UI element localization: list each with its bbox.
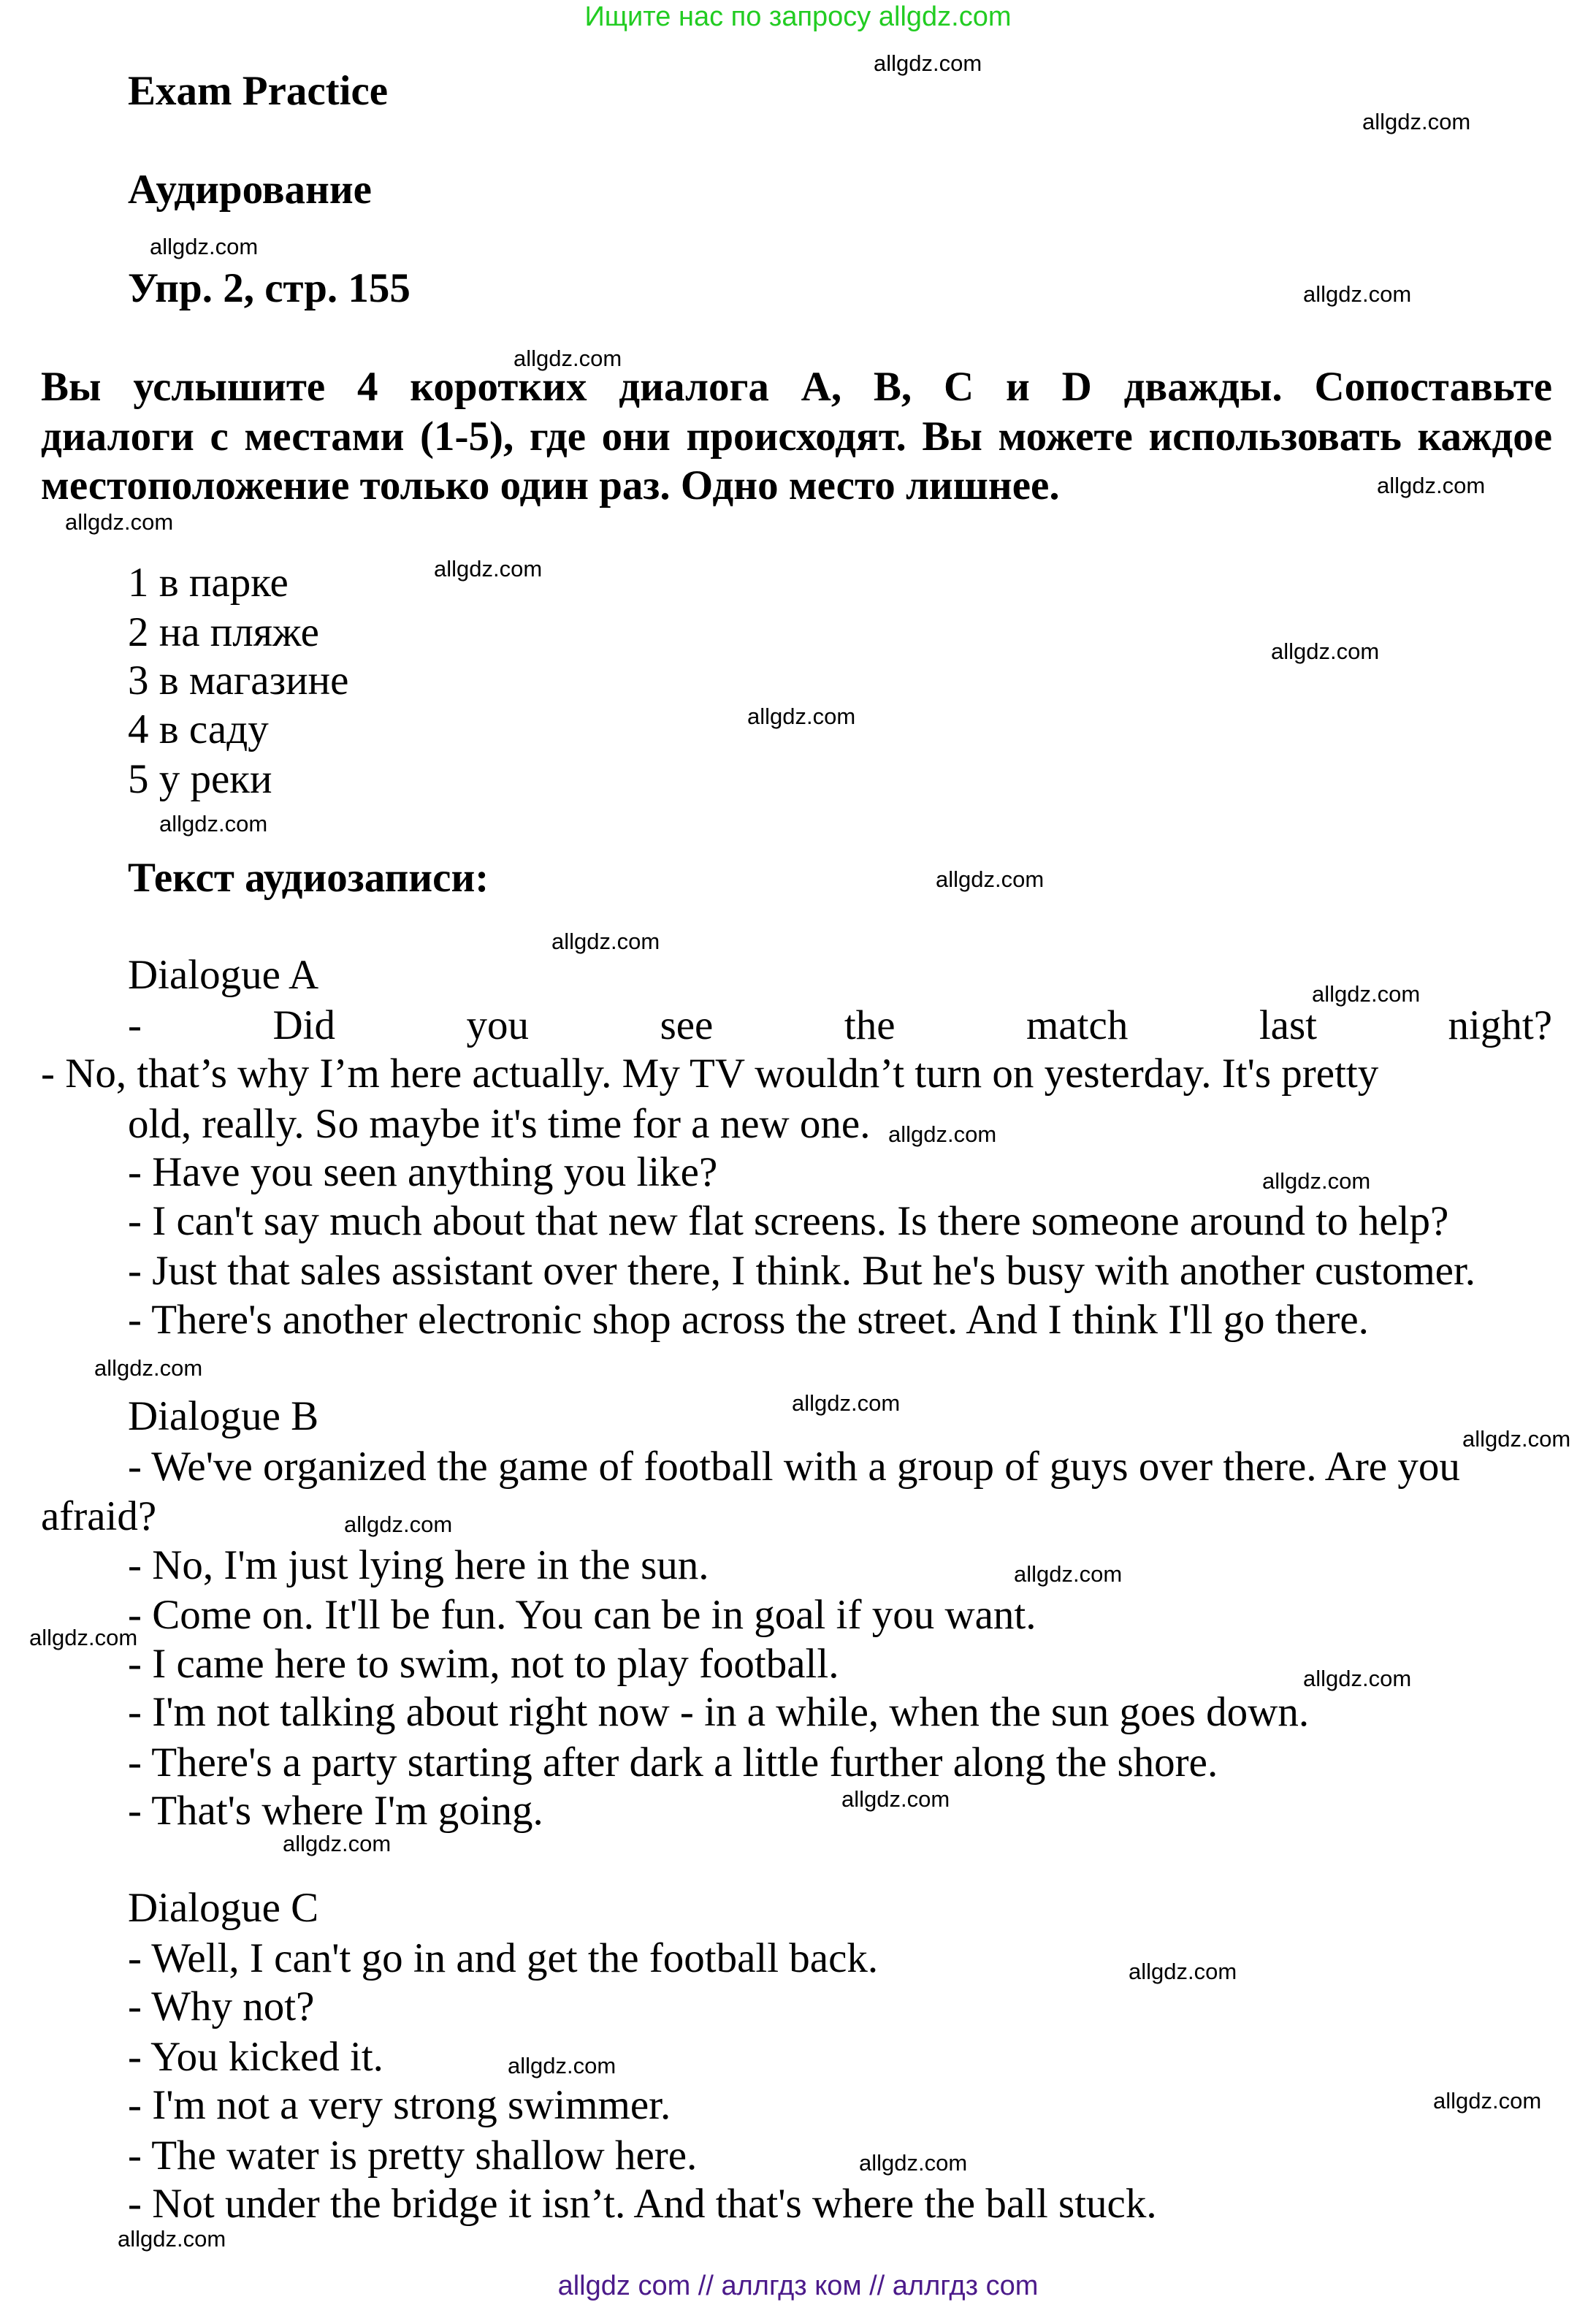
watermark: allgdz.com <box>1433 2088 1542 2114</box>
watermark: allgdz.com <box>841 1786 950 1812</box>
dialogue-line: - I'm not a very strong swimmer. <box>128 2082 671 2128</box>
watermark: allgdz.com <box>1377 473 1486 498</box>
watermark: allgdz.com <box>434 556 543 582</box>
dialogue-line: - Just that sales assistant over there, I think. But he's busy with another customer. <box>128 1248 1476 1294</box>
dialogue-line: - I can't say much about that new flat screens. Is there someone around to help? <box>128 1198 1449 1244</box>
watermark: allgdz.com <box>551 929 660 954</box>
instruction-line: местоположение только один раз. Одно место лишнее. <box>41 462 1060 508</box>
dialogue-line: - No, that’s why I’m here actually. My TV wouldn’t turn on yesterday. It's pretty <box>41 1051 1379 1097</box>
watermark: allgdz.com <box>1014 1561 1123 1587</box>
dialogue-line: - There's another electronic shop across the street. And I think I'll go there. <box>128 1297 1369 1343</box>
watermark: allgdz.com <box>344 1512 453 1537</box>
watermark: allgdz.com <box>1271 639 1380 664</box>
watermark: allgdz.com <box>513 346 622 371</box>
dialogue-line: - No, I'm just lying here in the sun. <box>128 1542 709 1588</box>
dialogue-line: - You kicked it. <box>128 2034 383 2080</box>
watermark: allgdz.com <box>1303 281 1412 307</box>
watermark: allgdz.com <box>1129 1959 1237 1984</box>
watermark: allgdz.com <box>1462 1426 1571 1452</box>
instruction-line: диалоги с местами (1-5), где они происходят. Вы можете использовать каждое <box>41 413 1552 460</box>
place-item: 4 в саду <box>128 706 269 752</box>
watermark: allgdz.com <box>508 2053 616 2078</box>
dialogue-line: - Did you see the match last night? <box>128 1002 1552 1048</box>
watermark: allgdz.com <box>1262 1168 1371 1194</box>
dialogue-line: - There's a party starting after dark a little further along the shore. <box>128 1739 1218 1785</box>
dialogue-title: Dialogue C <box>128 1885 319 1931</box>
exercise-heading: Упр. 2, стр. 155 <box>128 265 411 311</box>
watermark: allgdz.com <box>150 234 259 259</box>
dialogue-line: - That's where I'm going. <box>128 1788 543 1834</box>
watermark: allgdz.com <box>792 1390 901 1416</box>
place-item: 3 в магазине <box>128 658 349 704</box>
place-item: 5 у реки <box>128 756 272 802</box>
dialogue-line: - The water is pretty shallow here. <box>128 2133 698 2179</box>
place-item: 1 в парке <box>128 560 289 606</box>
dialogue-line: - Well, I can't go in and get the football back. <box>128 1935 879 1981</box>
watermark: allgdz.com <box>94 1355 203 1381</box>
watermark: allgdz.com <box>283 1831 392 1856</box>
place-item: 2 на пляже <box>128 609 319 655</box>
watermark: allgdz.com <box>1303 1666 1412 1691</box>
dialogue-line: - We've organized the game of football with a group of guys over there. Are you <box>128 1444 1460 1490</box>
document-title: Exam Practice <box>128 68 389 114</box>
dialogue-title: Dialogue A <box>128 952 319 998</box>
instruction-line: Вы услышите 4 коротких диалога A, B, C и D дважды. Сопоставьте <box>41 364 1552 410</box>
watermark: allgdz.com <box>874 50 982 76</box>
watermark: allgdz.com <box>65 509 174 535</box>
watermark: allgdz.com <box>29 1625 138 1650</box>
dialogue-line: - Not under the bridge it isn’t. And that's where the ball stuck. <box>128 2181 1157 2227</box>
watermark: allgdz.com <box>159 811 268 836</box>
dialogue-line: afraid? <box>41 1493 157 1539</box>
dialogue-line: - I'm not talking about right now - in a while, when the sun goes down. <box>128 1689 1310 1735</box>
dialogue-line: old, really. So maybe it's time for a new one. <box>128 1101 871 1147</box>
footer-watermark: allgdz com // аллгдз ком // аллгдз com <box>557 2271 1039 2301</box>
transcript-heading: Текст аудиозаписи: <box>128 855 489 901</box>
section-heading: Аудирование <box>128 167 372 213</box>
watermark: allgdz.com <box>888 1121 997 1147</box>
watermark: allgdz.com <box>1312 981 1421 1007</box>
dialogue-line: - I came here to swim, not to play football. <box>128 1641 839 1687</box>
watermark: allgdz.com <box>747 704 856 729</box>
watermark: allgdz.com <box>118 2226 226 2252</box>
watermark: allgdz.com <box>1362 109 1471 134</box>
watermark: allgdz.com <box>936 866 1045 892</box>
dialogue-line: - Have you seen anything you like? <box>128 1149 718 1195</box>
dialogue-title: Dialogue B <box>128 1393 319 1439</box>
dialogue-line: - Come on. It'll be fun. You can be in goal if you want. <box>128 1592 1036 1638</box>
dialogue-line: - Why not? <box>128 1983 315 2030</box>
search-banner: Ищите нас по запросу allgdz.com <box>584 1 1012 32</box>
watermark: allgdz.com <box>859 2150 968 2176</box>
